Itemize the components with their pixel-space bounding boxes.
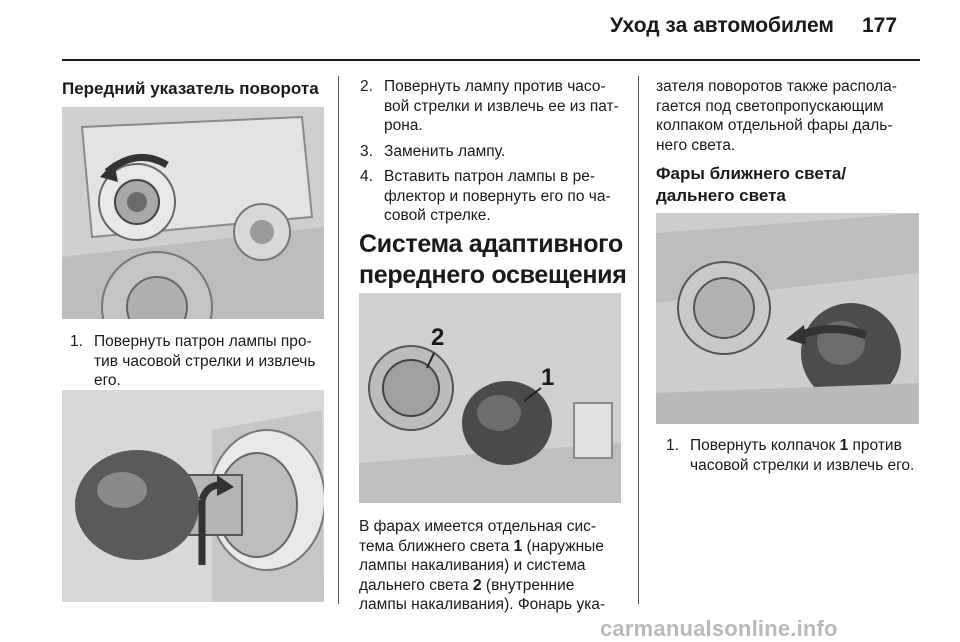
page-header-title: Уход за автомобилем — [610, 14, 834, 37]
steps-list-col1 — [70, 332, 332, 397]
figure-turn-signal-bulb — [62, 390, 324, 602]
step-text: Повернуть колпачок — [690, 437, 840, 454]
para-text: (наружные лампы накаливания) и система дальнего света — [359, 537, 604, 594]
callout-label-2: 2 — [431, 324, 445, 351]
section-heading-afl: Система адаптивного переднего освещения — [359, 230, 627, 289]
para-text: (внутренние лампы накаливания). Фонарь ука- — [359, 576, 606, 613]
figure-afl-headlamp — [359, 293, 621, 503]
step-text: Повернуть патрон лампы про-тив часовой стрелки и извлечь его. — [94, 333, 316, 389]
list-item — [360, 167, 626, 226]
step-number: 2. — [360, 78, 373, 95]
step-number: 3. — [360, 142, 373, 160]
para-text: В фарах имеется отдельная сис-тема ближнего света — [359, 518, 597, 555]
column-divider-1 — [338, 76, 339, 604]
list-item — [70, 332, 332, 391]
step-number: 1. — [666, 437, 679, 454]
afl-description-paragraph — [359, 517, 625, 615]
step-number: 1. — [70, 333, 83, 350]
header-rule — [62, 59, 920, 61]
callout-label-1: 1 — [541, 364, 555, 391]
step-text: Заменить лампу. — [384, 142, 506, 160]
steps-list-col2 — [360, 77, 626, 232]
step-text: против часовой стрелки и извлечь его. — [690, 437, 915, 474]
step-number: 4. — [360, 168, 373, 185]
figure-turn-signal-socket — [62, 107, 324, 319]
step-text: Вставить патрон лампы в ре-флектор и повернуть его по ча-совой стрелке. — [384, 168, 611, 224]
section-heading-turn-signal: Передний указатель поворота — [62, 79, 319, 98]
list-item — [360, 77, 626, 136]
list-item — [360, 142, 626, 162]
step-text: Повернуть лампу против часо-вой стрелки и извлечь ее из пат-рона. — [384, 78, 619, 134]
figure-headlamp-cover — [656, 213, 919, 424]
watermark: carmanualsonline.info — [600, 616, 838, 641]
para-bold-ref: 2 — [472, 576, 482, 594]
turn-signal-continued-paragraph: зателя поворотов также распола-гается под светопропускающим колпаком отдельной фары даль-него света. — [656, 78, 897, 154]
steps-list-col3 — [666, 436, 928, 481]
list-item — [666, 436, 928, 475]
section-heading-low-high-beam: Фары ближнего света/ дальнего света — [656, 164, 847, 205]
page-number: 177 — [862, 14, 898, 37]
step-bold-ref: 1 — [839, 437, 849, 454]
column-divider-2 — [638, 76, 639, 604]
para-bold-ref: 1 — [513, 537, 523, 555]
